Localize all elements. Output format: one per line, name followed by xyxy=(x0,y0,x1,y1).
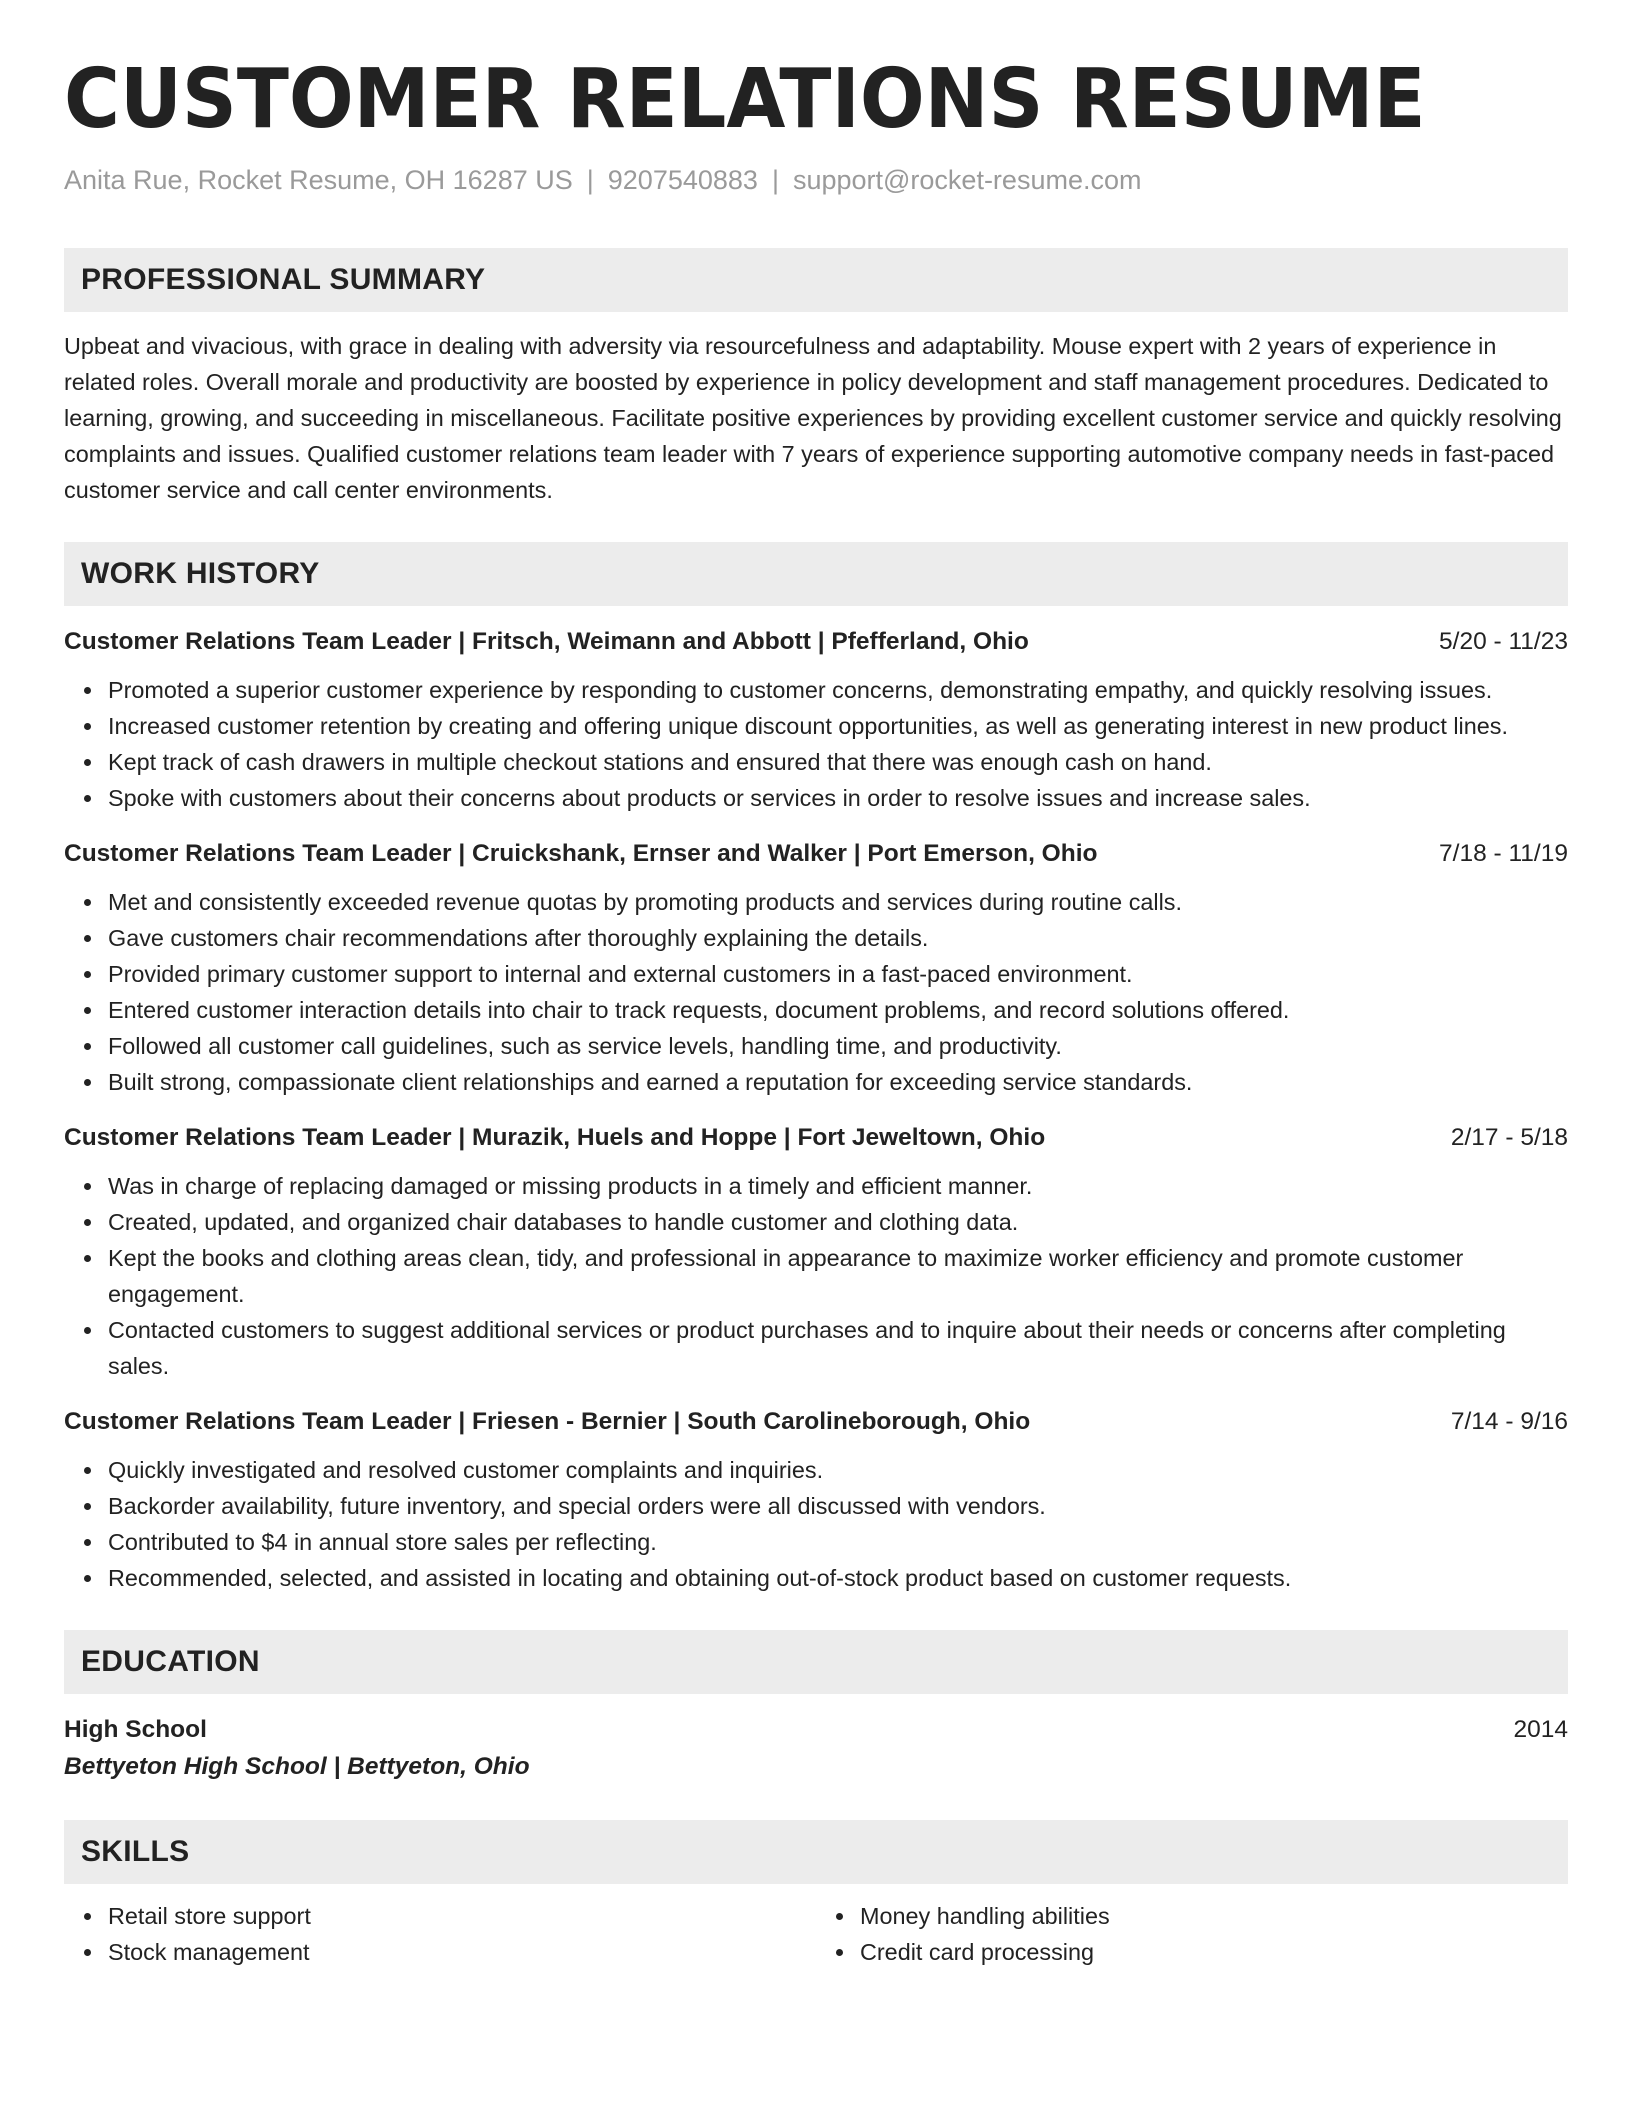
list-item: Followed all customer call guidelines, such as service levels, handling time, and productivity. xyxy=(64,1028,1568,1064)
job-dates: 7/14 - 9/16 xyxy=(1450,1407,1568,1435)
list-item: Backorder availability, future inventory, and special orders were all discussed with vendors. xyxy=(64,1488,1568,1524)
education-entry xyxy=(64,1712,1568,1786)
job-title: Customer Relations Team Leader | Friesen - Bernier | South Carolineborough, Ohio xyxy=(64,1407,1031,1435)
list-item: Built strong, compassionate client relationships and earned a reputation for exceeding service standards. xyxy=(64,1064,1568,1100)
skills-list xyxy=(64,1898,1568,1970)
summary-heading: PROFESSIONAL SUMMARY xyxy=(64,248,1568,312)
work-history-heading: WORK HISTORY xyxy=(64,542,1568,606)
job-title: Customer Relations Team Leader | Murazik, Huels and Hoppe | Fort Jeweltown, Ohio xyxy=(64,1123,1046,1151)
list-item: Increased customer retention by creating and offering unique discount opportunities, as well as generating interest in new product lines. xyxy=(64,708,1568,744)
job-entry xyxy=(64,626,1568,816)
job-bullets xyxy=(64,672,1568,816)
list-item: Provided primary customer support to internal and external customers in a fast-paced environment. xyxy=(64,956,1568,992)
contact-email[interactable]: support@rocket-resume.com xyxy=(792,164,1142,195)
job-bullets xyxy=(64,884,1568,1100)
list-item: Promoted a superior customer experience by responding to customer concerns, demonstrating empathy, and quickly resolving issues. xyxy=(64,672,1568,708)
list-item: Retail store support xyxy=(64,1898,816,1934)
summary-text: Upbeat and vivacious, with grace in dealing with adversity via resourcefulness and adaptability. Mouse expert with 2 years of experience in related roles. Overall morale and productivity are boosted by experience in policy development and staff management procedures. Dedicated to learning, growing, and succeeding in miscellaneous. Facilitate positive experiences by providing excellent customer service and quickly resolving complaints and issues. Qualified customer relations team leader with 7 years of experience supporting automotive company needs in fast-paced customer service and call center environments. xyxy=(64,332,1562,503)
list-item: Contacted customers to suggest additional services or product purchases and to inquire about their needs or concerns after completing sales. xyxy=(64,1312,1568,1384)
list-item: Kept track of cash drawers in multiple checkout stations and ensured that there was enough cash on hand. xyxy=(64,744,1568,780)
list-item: Met and consistently exceeded revenue quotas by promoting products and services during routine calls. xyxy=(64,884,1568,920)
skills-column-left xyxy=(64,1898,816,1970)
list-item: Quickly investigated and resolved customer complaints and inquiries. xyxy=(64,1452,1568,1488)
list-item: Spoke with customers about their concerns about products or services in order to resolve issues and increase sales. xyxy=(64,780,1568,816)
list-item: Credit card processing xyxy=(816,1934,1568,1970)
job-entry xyxy=(64,838,1568,1100)
job-dates: 5/20 - 11/23 xyxy=(1439,627,1568,655)
list-item: Entered customer interaction details into chair to track requests, document problems, and record solutions offered. xyxy=(64,992,1568,1028)
job-bullets xyxy=(64,1452,1568,1596)
contact-phone: 9207540883 xyxy=(607,164,758,195)
list-item: Created, updated, and organized chair databases to handle customer and clothing data. xyxy=(64,1204,1568,1240)
list-item: Gave customers chair recommendations after thoroughly explaining the details. xyxy=(64,920,1568,956)
list-item: Stock management xyxy=(64,1934,816,1970)
education-degree: High School xyxy=(64,1715,207,1743)
job-title: Customer Relations Team Leader | Fritsch, Weimann and Abbott | Pfefferland, Ohio xyxy=(64,627,1029,655)
list-item: Kept the books and clothing areas clean, tidy, and professional in appearance to maximize worker efficiency and promote customer engagement. xyxy=(64,1240,1568,1312)
education-year: 2014 xyxy=(1513,1715,1568,1743)
list-item: Money handling abilities xyxy=(816,1898,1568,1934)
job-entry xyxy=(64,1122,1568,1384)
list-item: Contributed to $4 in annual store sales per reflecting. xyxy=(64,1524,1568,1560)
skills-column-right xyxy=(816,1898,1568,1970)
resume-title: CUSTOMER RELATIONS RESUME xyxy=(64,52,1426,147)
contact-line xyxy=(64,163,1568,198)
list-item: Was in charge of replacing damaged or missing products in a timely and efficient manner. xyxy=(64,1168,1568,1204)
contact-separator: | xyxy=(586,164,594,195)
job-title: Customer Relations Team Leader | Cruickshank, Ernser and Walker | Port Emerson, Ohio xyxy=(64,839,1098,867)
job-dates: 2/17 - 5/18 xyxy=(1450,1123,1568,1151)
list-item: Recommended, selected, and assisted in locating and obtaining out-of-stock product based on customer requests. xyxy=(64,1560,1568,1596)
job-bullets xyxy=(64,1168,1568,1384)
skills-heading: SKILLS xyxy=(64,1820,1568,1884)
education-school: Bettyeton High School | Bettyeton, Ohio xyxy=(64,1752,530,1780)
contact-separator: | xyxy=(771,164,779,195)
job-dates: 7/18 - 11/19 xyxy=(1439,839,1568,867)
job-entry xyxy=(64,1406,1568,1596)
education-heading: EDUCATION xyxy=(64,1630,1568,1694)
contact-address: Anita Rue, Rocket Resume, OH 16287 US xyxy=(64,164,573,195)
